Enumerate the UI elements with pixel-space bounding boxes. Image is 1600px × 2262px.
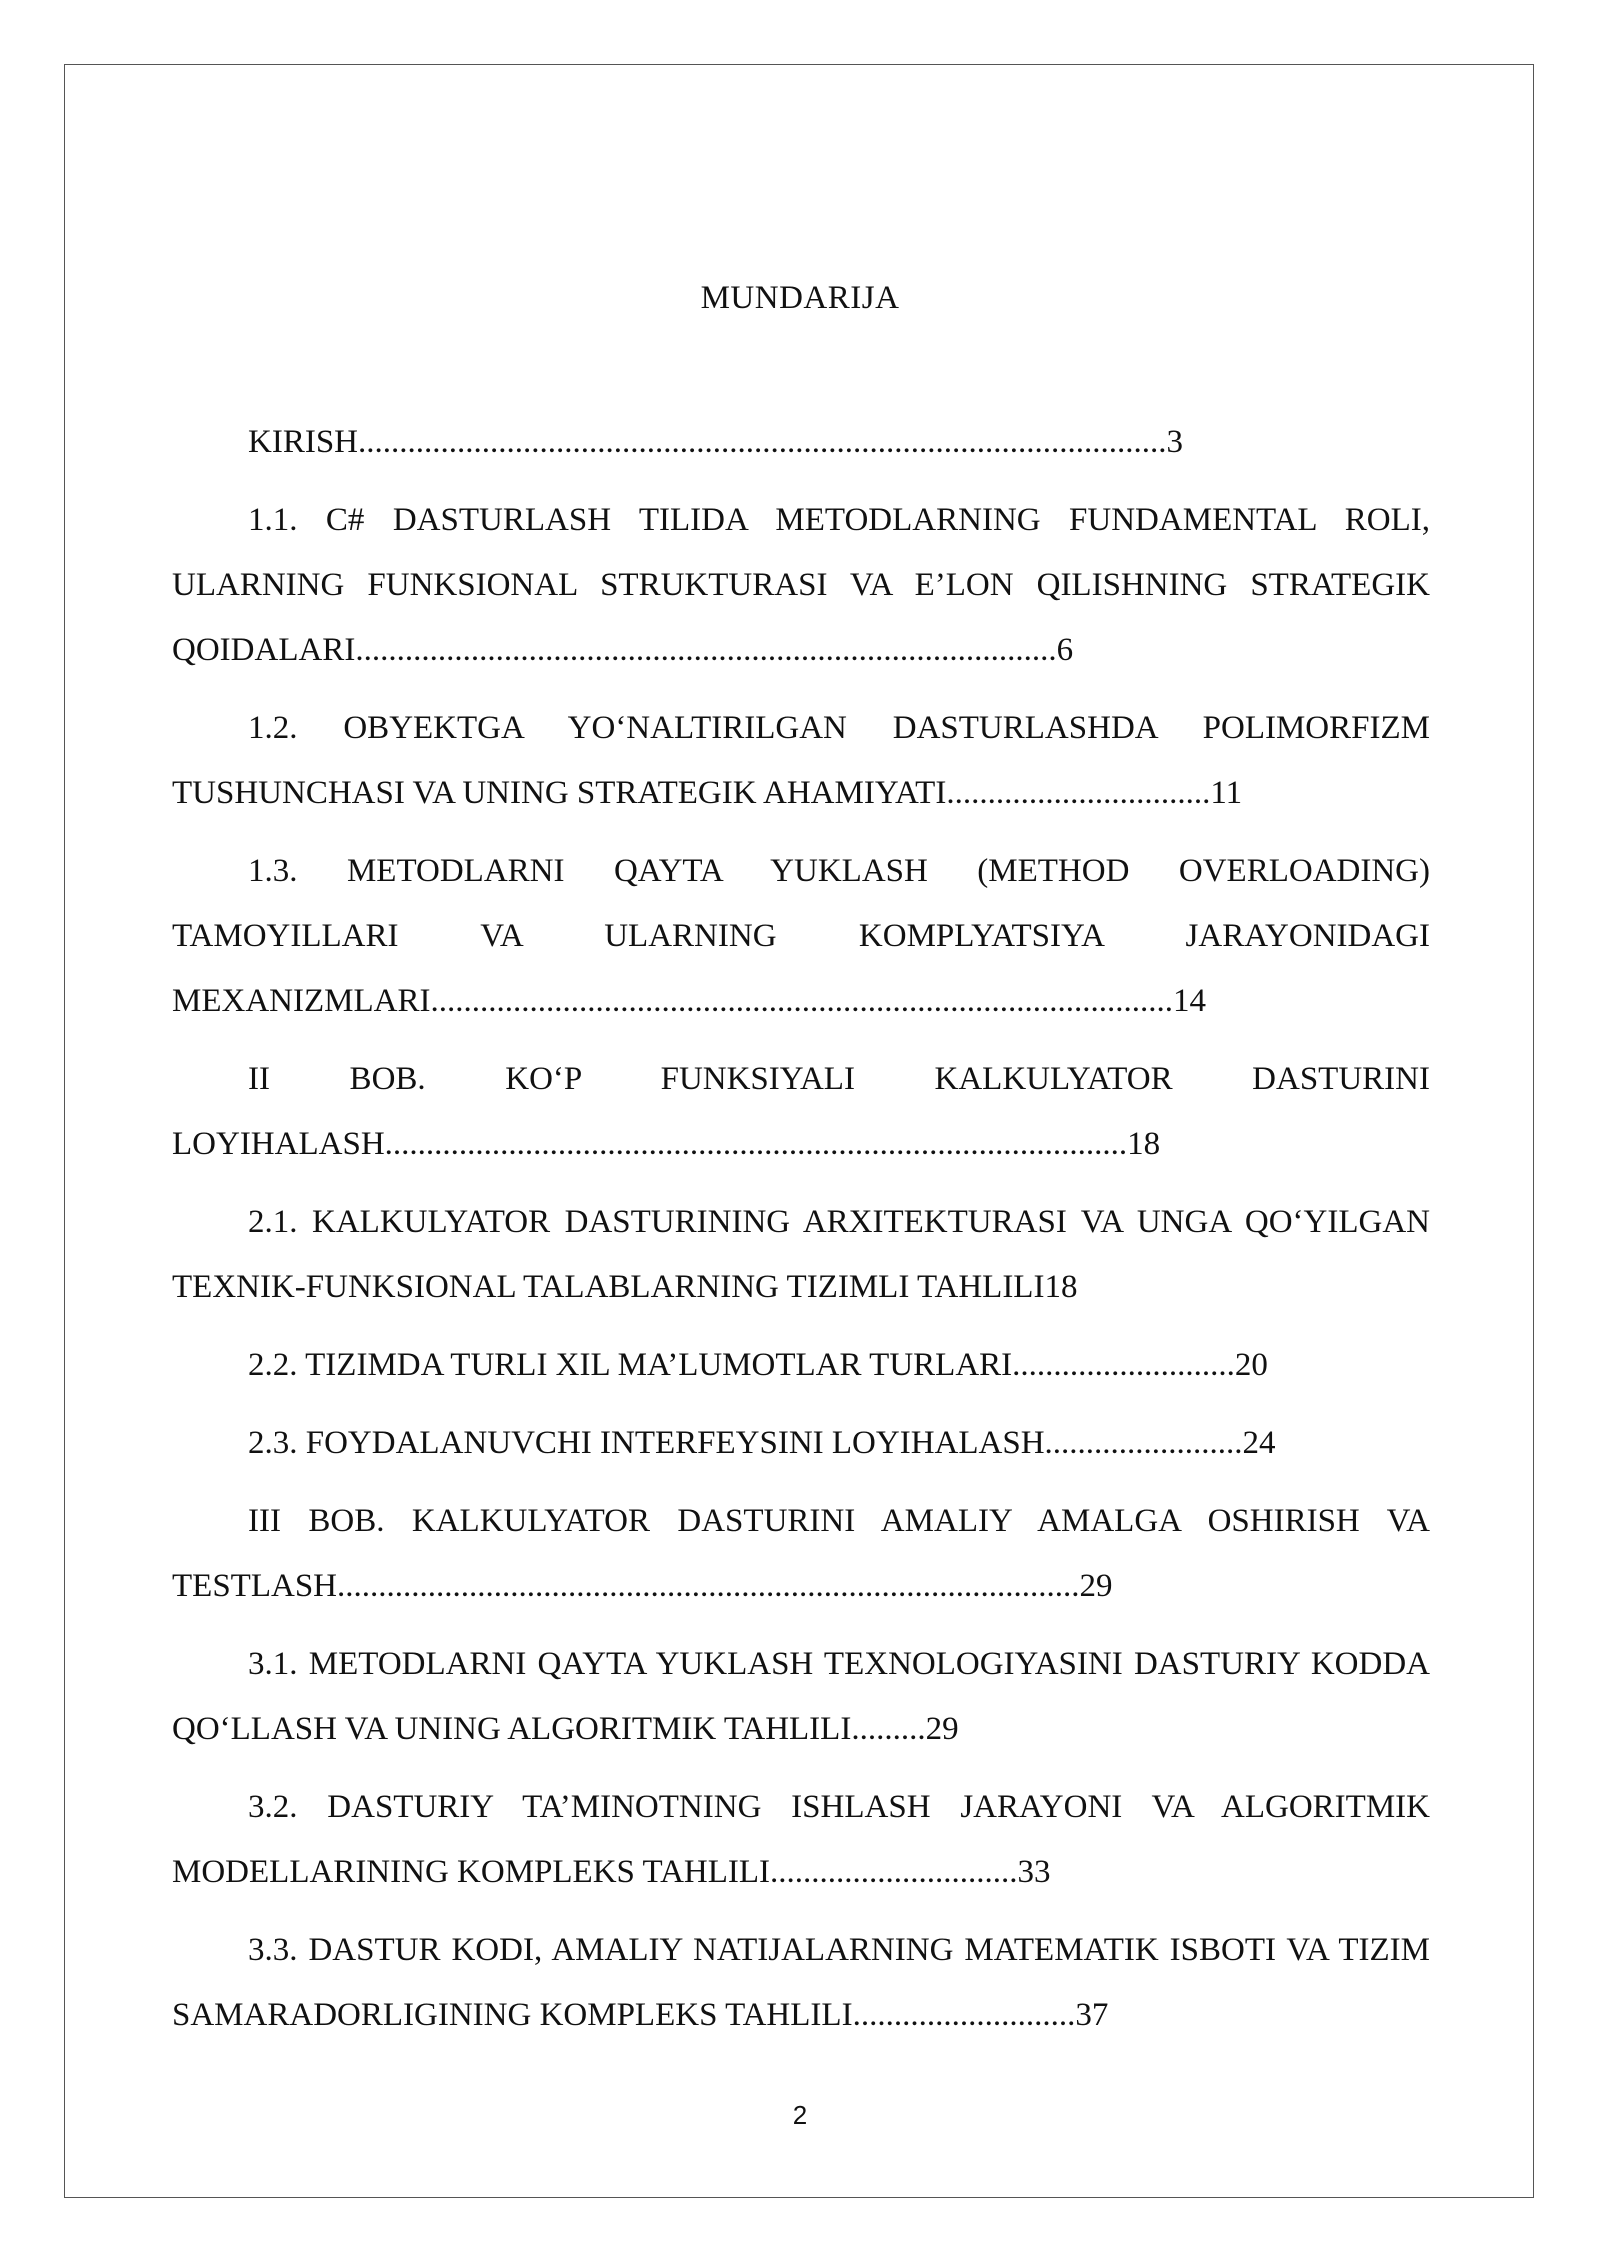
- toc-entry-leader: ........................: [1044, 1425, 1243, 1461]
- toc-entry-text: 2.1. KALKULYATOR DASTURINING ARXITEKTURASI VA UNGA QO‘YILGAN TEXNIK-FUNKSIONAL TALABLARNING TIZIMLI TAHLILI: [172, 1204, 1430, 1305]
- toc-entry[interactable]: [172, 1489, 1430, 1619]
- toc-entry[interactable]: [172, 1775, 1430, 1905]
- toc-entry-text: 1.3. METODLARNI QAYTA YUKLASH (METHOD OVERLOADING) TAMOYILLARI VA ULARNING KOMPLYATSIYA JARAYONIDAGI MEXANIZMLARI: [172, 853, 1430, 1019]
- toc-entry-page: 20: [1234, 1347, 1268, 1383]
- table-of-contents: [172, 410, 1430, 2061]
- toc-entry[interactable]: [172, 488, 1430, 683]
- toc-entry-leader: ..........................................................................................: [337, 1568, 1080, 1604]
- toc-entry-page: 3: [1166, 424, 1184, 460]
- toc-entry[interactable]: [172, 839, 1430, 1034]
- toc-entry-page: 29: [925, 1711, 959, 1747]
- toc-entry-leader: .........: [851, 1711, 926, 1747]
- toc-entry-text: 2.3. FOYDALANUVCHI INTERFEYSINI LOYIHALASH: [248, 1425, 1045, 1461]
- toc-entry-page: 18: [1044, 1269, 1078, 1305]
- toc-entry-leader: ..............................: [770, 1854, 1018, 1890]
- toc-entry[interactable]: [172, 410, 1430, 475]
- toc-entry-leader: ...........................: [1012, 1347, 1235, 1383]
- toc-entry-leader: ...........................: [852, 1997, 1076, 2033]
- toc-entry[interactable]: [172, 1411, 1430, 1476]
- toc-entry[interactable]: [172, 1632, 1430, 1762]
- toc-entry-leader: ..........................................................................................: [430, 983, 1173, 1019]
- toc-entry-leader: .....................................................................................: [355, 632, 1057, 668]
- page-title: MUNDARIJA: [700, 280, 900, 316]
- toc-entry-text: 3.3. DASTUR KODI, AMALIY NATIJALARNING MATEMATIK ISBOTI VA TIZIM SAMARADORLIGINING KOMPLEKS TAHLILI: [172, 1932, 1430, 2033]
- toc-entry-page: 11: [1210, 775, 1243, 811]
- toc-entry-text: II BOB. KO‘P FUNKSIYALI KALKULYATOR DASTURINI LOYIHALASH: [172, 1061, 1430, 1162]
- toc-entry[interactable]: [172, 696, 1430, 826]
- toc-entry[interactable]: [172, 1333, 1430, 1398]
- toc-entry-text: 2.2. TIZIMDA TURLI XIL MA’LUMOTLAR TURLARI: [248, 1347, 1013, 1383]
- toc-entry-page: 18: [1127, 1126, 1161, 1162]
- toc-entry-text: III BOB. KALKULYATOR DASTURINI AMALIY AMALGA OSHIRISH VA TESTLASH: [172, 1503, 1430, 1604]
- toc-entry[interactable]: [172, 1918, 1430, 2048]
- toc-entry-page: 24: [1242, 1425, 1276, 1461]
- toc-entry[interactable]: [172, 1047, 1430, 1177]
- toc-entry-text: 1.1. C# DASTURLASH TILIDA METODLARNING FUNDAMENTAL ROLI, ULARNING FUNKSIONAL STRUKTURASI VA E’LON QILISHNING STRATEGIK QOIDALARI: [172, 502, 1430, 668]
- page-number: 2: [792, 2100, 808, 2130]
- toc-entry-text: KIRISH: [248, 424, 359, 460]
- toc-entry-leader: ................................: [946, 775, 1211, 811]
- toc-entry[interactable]: [172, 1190, 1430, 1320]
- toc-entry-text: 3.1. METODLARNI QAYTA YUKLASH TEXNOLOGIYASINI DASTURIY KODDA QO‘LLASH VA UNING ALGORITMIK TAHLILI: [172, 1646, 1430, 1747]
- toc-entry-leader: ..................................................................................................: [358, 424, 1167, 460]
- toc-entry-page: 33: [1017, 1854, 1051, 1890]
- toc-entry-page: 6: [1056, 632, 1074, 668]
- toc-entry-page: 29: [1079, 1568, 1113, 1604]
- toc-entry-text: 1.2. OBYEKTGA YO‘NALTIRILGAN DASTURLASHDA POLIMORFIZM TUSHUNCHASI VA UNING STRATEGIK AHAMIYATI: [172, 710, 1430, 811]
- toc-entry-page: 14: [1172, 983, 1206, 1019]
- toc-entry-page: 37: [1075, 1997, 1109, 2033]
- toc-entry-text: 3.2. DASTURIY TA’MINOTNING ISHLASH JARAYONI VA ALGORITMIK MODELLARINING KOMPLEKS TAHLILI: [172, 1789, 1430, 1890]
- toc-entry-leader: ..........................................................................................: [384, 1126, 1128, 1162]
